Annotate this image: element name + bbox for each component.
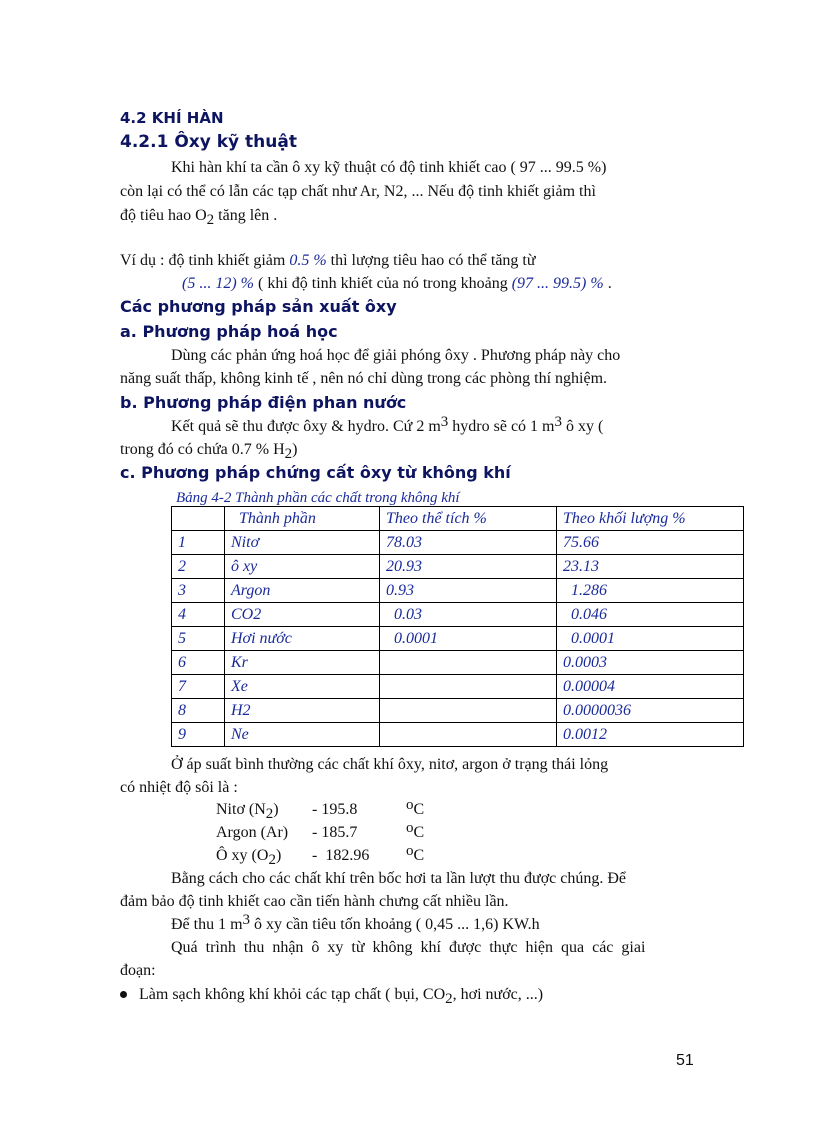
table-row [172,579,744,603]
table-header-cell: Theo thể tích % [380,507,557,531]
table-cell: 2 [172,555,225,579]
table-cell: Xe [225,675,380,699]
boiling-item-unit: $^o$C [406,797,425,818]
table-cell: 9 [172,723,225,747]
method-b-line-1: Kết quả sẽ thu được ôxy & hydro. Cứ 2 $m^3$ hydro sẽ có 1 $m^3$ ô xy ( [171,414,604,435]
table-cell: 5 [172,627,225,651]
intro-line-2: còn lại có thể có lẫn các tạp chất như Ar, N2, ... Nếu độ tinh khiết giảm thì [120,183,596,200]
boiling-item-unit: $^o$C [406,843,425,864]
bullet-icon [120,991,127,998]
method-b-line-2: trong đó có chứa 0.7 % $H_2$) [120,441,298,462]
section-heading: 4.2 KHÍ HÀN [120,109,224,127]
table-cell: 1.286 [557,579,744,603]
table-header-cell [172,507,225,531]
table-cell [380,699,557,723]
table-cell: 0.03 [380,603,557,627]
table-cell: 0.00004 [557,675,744,699]
bullet-item: Làm sạch không khí khỏi các tạp chất ( bụi, $CO_2$, hơi nước, ...) [139,986,544,1007]
intro-line-3: độ tiêu hao $O_2$ tăng lên . [120,207,278,228]
table-cell: 0.0001 [557,627,744,651]
table-header-row [172,507,744,531]
table-cell: 1 [172,531,225,555]
gas-composition-table [171,506,744,747]
table-cell: CO2 [225,603,380,627]
table-cell [380,651,557,675]
table-header-cell: Thành phần [225,507,380,531]
method-a-line-2: năng suất thấp, không kinh tế , nên nó chỉ dùng trong các phòng thí nghiệm. [120,370,608,387]
table-cell: 78.03 [380,531,557,555]
boiling-item-name: Nitơ $(N_2)$ [216,801,279,822]
table-row [172,699,744,723]
table-row [172,723,744,747]
table-row [172,555,744,579]
table-cell: 23.13 [557,555,744,579]
table-cell: 0.93 [380,579,557,603]
boiling-line-1: Ở áp suất bình thường các chất khí ôxy, nitơ, argon ở trạng thái lỏng [171,756,609,773]
process-line-2: đảm bảo độ tinh khiết cao cần tiến hành chưng cất nhiều lần. [120,893,509,910]
process-line-3: Để thu 1 $m^3$ ô xy cần tiêu tốn khoảng ( 0,45 ... 1,6) KW.h [171,912,540,933]
example-line-1: Ví dụ : độ tinh khiết giảm 0.5 % thì lượng tiêu hao có thể tăng từ [120,252,536,269]
method-a-line-1: Dùng các phản ứng hoá học để giải phóng ôxy . Phương pháp này cho [171,347,621,364]
table-cell: 0.046 [557,603,744,627]
subsection-heading: 4.2.1 Ôxy kỹ thuật [120,132,297,152]
boiling-line-2: có nhiệt độ sôi là : [120,779,238,796]
table-cell: Ne [225,723,380,747]
method-b-heading: b. Phương pháp điện phan nước [120,393,407,412]
table-row [172,603,744,627]
table-cell: Kr [225,651,380,675]
boiling-item-value: - 185.7 [312,824,358,841]
table-cell: Hơi nước [225,627,380,651]
boiling-item-unit: $^o$C [406,820,425,841]
table-cell: 4 [172,603,225,627]
table-cell: Nitơ [225,531,380,555]
method-c-heading: c. Phương pháp chứng cất ôxy từ không khí [120,463,511,482]
page-number: 51 [676,1052,694,1069]
example-line-2: (5 ... 12) % ( khi độ tinh khiết của nó trong khoảng (97 ... 99.5) % . [182,275,612,292]
table-cell: Argon [225,579,380,603]
table-cell: 0.0003 [557,651,744,675]
methods-heading: Các phương pháp sản xuất ôxy [120,297,397,316]
table-row [172,627,744,651]
boiling-item-value: - 195.8 [312,801,358,818]
table-row [172,531,744,555]
intro-line-1: Khi hàn khí ta cần ô xy kỹ thuật có độ tinh khiết cao ( 97 ... 99.5 %) [171,159,607,176]
table-row [172,651,744,675]
table-cell: H2 [225,699,380,723]
table-row [172,675,744,699]
table-cell: 0.0012 [557,723,744,747]
boiling-item-value: - 182.96 [312,847,370,864]
table-cell [380,675,557,699]
table-caption: Bảng 4-2 Thành phần các chất trong không khí [176,490,460,506]
table-cell [380,723,557,747]
table-cell: 8 [172,699,225,723]
method-a-heading: a. Phương pháp hoá học [120,322,338,341]
table-cell: 75.66 [557,531,744,555]
table-cell: 6 [172,651,225,675]
table-cell: 0.0000036 [557,699,744,723]
table-cell: 0.0001 [380,627,557,651]
process-line-1: Bằng cách cho các chất khí trên bốc hơi ta lần lượt thu được chúng. Để [171,870,627,887]
table-cell: ô xy [225,555,380,579]
table-header-cell: Theo khối lượng % [557,507,744,531]
process-line-5: đoạn: [120,962,156,979]
boiling-item-name: Argon (Ar) [216,824,289,841]
table-cell: 20.93 [380,555,557,579]
process-line-4: Quá trình thu nhận ô xy từ không khí được thực hiện qua các giai [171,939,646,956]
table-cell: 3 [172,579,225,603]
table-cell: 7 [172,675,225,699]
boiling-item-name: Ô xy $(O_2)$ [216,847,282,868]
